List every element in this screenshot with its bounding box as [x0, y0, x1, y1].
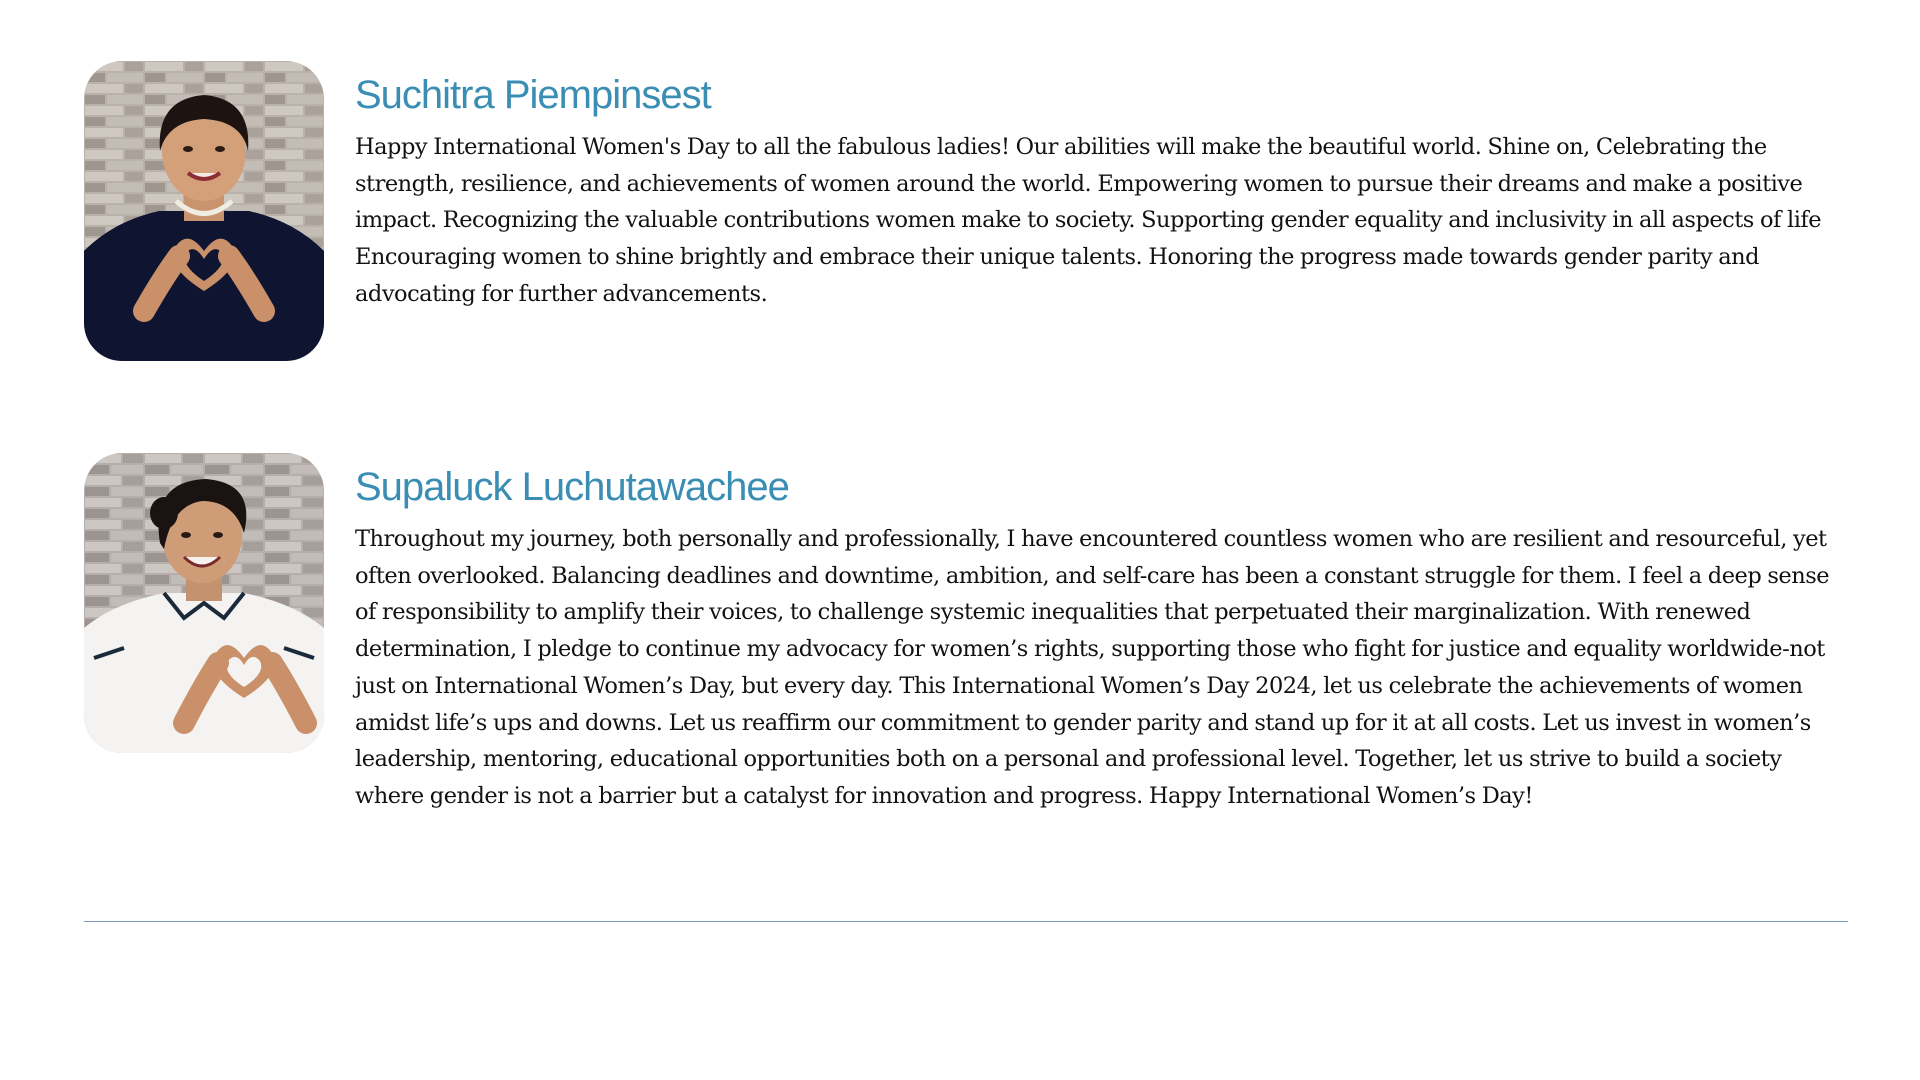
- profile-photo: [84, 61, 324, 361]
- portrait-icon: [84, 453, 324, 753]
- section-divider: [84, 921, 1848, 922]
- portrait-icon: [84, 61, 324, 361]
- profile-name: Suchitra Piempinsest: [355, 73, 711, 117]
- profile-content: [355, 463, 1850, 815]
- profile-photo: [84, 453, 324, 753]
- profile-bio: Throughout my journey, both personally and professionally, I have encountered countless women who are resilient and resourceful, yet often overlooked. Balancing deadlines and downtime, ambition, and self-care has been a constant struggle for them. I feel a deep sense of responsibility to amplify their voices, to challenge systemic inequalities that perpetuated their marginalization. With renewed determination, I pledge to continue my advocacy for women’s rights, supporting those who fight for justice and equality worldwide-not just on International Women’s Day, but every day. This International Women’s Day 2024, let us celebrate the achievements of women amidst life’s ups and downs. Let us reaffirm our commitment to gender parity and stand up for it at all costs. Let us invest in women’s leadership, mentoring, educational opportunities both on a personal and professional level. Together, let us strive to build a society where gender is not a barrier but a catalyst for innovation and progress. Happy International Women’s Day!: [355, 526, 1830, 809]
- profile-content: [355, 71, 1850, 313]
- profile-bio: Happy International Women's Day to all the fabulous ladies! Our abilities will make the beautiful world. Shine on, Celebrating the strength, resilience, and achievements of women around the world. Empowering women to pursue their dreams and make a positive impact. Recognizing the valuable contributions women make to society. Supporting gender equality and inclusivity in all aspects of life Encouraging women to shine brightly and embrace their unique talents. Honoring the progress made towards gender parity and advocating for further advancements.: [355, 134, 1822, 307]
- profile-name: Supaluck Luchutawachee: [355, 465, 789, 509]
